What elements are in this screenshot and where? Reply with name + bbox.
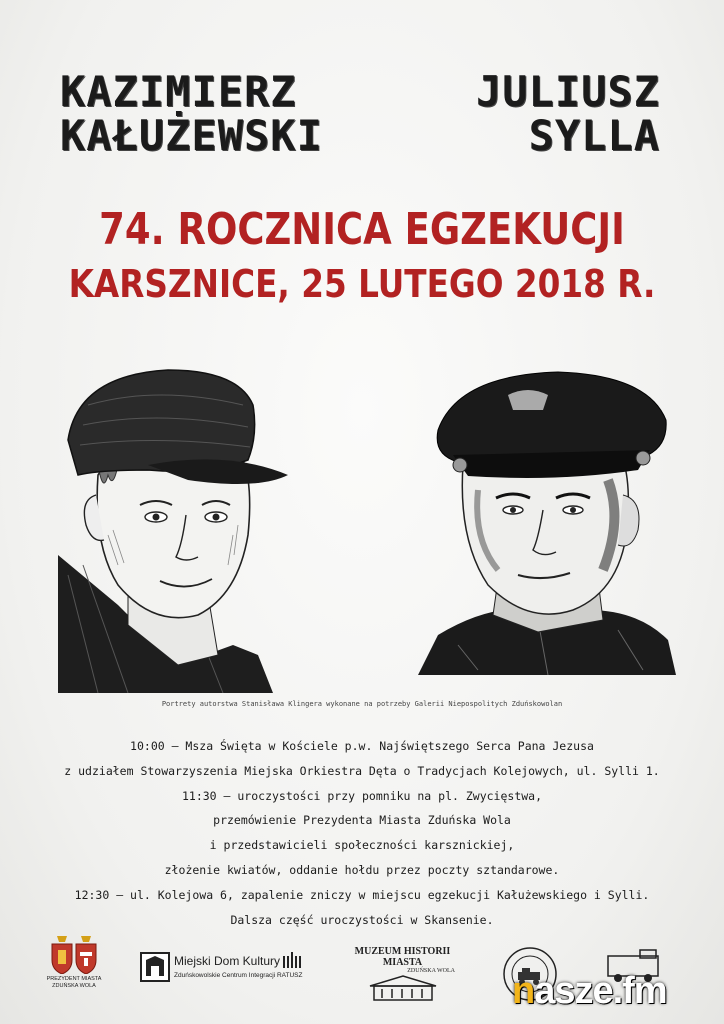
- watermark-nasze-fm: [512, 970, 722, 1020]
- program-line: 12:30 – ul. Kolejowa 6, zapalenie zniczy w miejscu egzekucji Kałużewskiego i Sylli.: [74, 887, 650, 902]
- portrait-kaluzewski: [58, 365, 293, 693]
- coat-of-arms-icon: [51, 936, 73, 974]
- logo-muzeum-historii-miasta: [340, 946, 465, 1006]
- first-name-right: JULIUSZ: [475, 67, 660, 116]
- portrait-credit: Portrety autorstwa Stanisława Klingera wykonane na potrzeby Galerii Niepospolitych Zduńskowolan: [161, 700, 563, 708]
- muzeum-city: ZDUŃSKA WOLA: [407, 968, 455, 974]
- last-name-left: KAŁUŻEWSKI: [60, 111, 323, 160]
- museum-building-icon: [368, 974, 438, 1002]
- logo-prezydent-miasta: [46, 936, 102, 1012]
- headline-anniversary: 74. ROCZNICA EGZEKUCJI: [99, 204, 625, 255]
- watermark-accent: n: [512, 970, 535, 1012]
- mdk-emblem-icon: [140, 952, 170, 982]
- program-line: 10:00 – Msza Święta w Kościele p.w. Najświętszego Serca Pana Jezusa: [130, 739, 594, 753]
- first-name-left: KAZIMIERZ: [60, 67, 297, 116]
- mdk-name: Miejski Dom Kultury: [174, 954, 281, 968]
- muzeum-name: MUZEUM HISTORII MIASTA: [354, 946, 451, 968]
- event-program: [0, 734, 724, 932]
- name-sylla: [475, 67, 660, 160]
- ratusz-icon: [282, 950, 304, 968]
- mdk-subtitle: Zduńskowolskie Centrum Integracji RATUSZ: [174, 972, 303, 979]
- logo-prezydent-line2: ZDUŃSKA WOLA: [52, 983, 96, 989]
- program-line: 11:30 – uroczystości przy pomniku na pl. Zwycięstwa,: [181, 788, 543, 803]
- watermark-text: asze.fm: [534, 970, 667, 1012]
- footer-logos: [0, 932, 724, 1024]
- headline-place-date: KARSZNICE, 25 LUTEGO 2018 R.: [68, 262, 656, 306]
- logo-prezydent-line1: PREZYDENT MIASTA: [46, 976, 102, 982]
- program-line: z udziałem Stowarzyszenia Miejska Orkiestra Dęta o Tradycjach Kolejowych, ul. Sylli 1.: [64, 763, 660, 778]
- program-line: Dalsza część uroczystości w Skansenie.: [230, 912, 494, 927]
- program-line: złożenie kwiatów, oddanie hołdu przez poczty sztandarowe.: [164, 862, 560, 877]
- program-line: i przedstawicieli społeczności karsznickiej,: [209, 838, 515, 853]
- program-line: przemówienie Prezydenta Miasta Zduńska Wola: [213, 813, 511, 828]
- last-name-right: SYLLA: [528, 111, 660, 160]
- portrait-sylla: [418, 370, 676, 675]
- logo-miejski-dom-kultury: [140, 948, 305, 988]
- coat-of-arms-icon: [75, 936, 97, 974]
- name-kaluzewski: [60, 67, 323, 160]
